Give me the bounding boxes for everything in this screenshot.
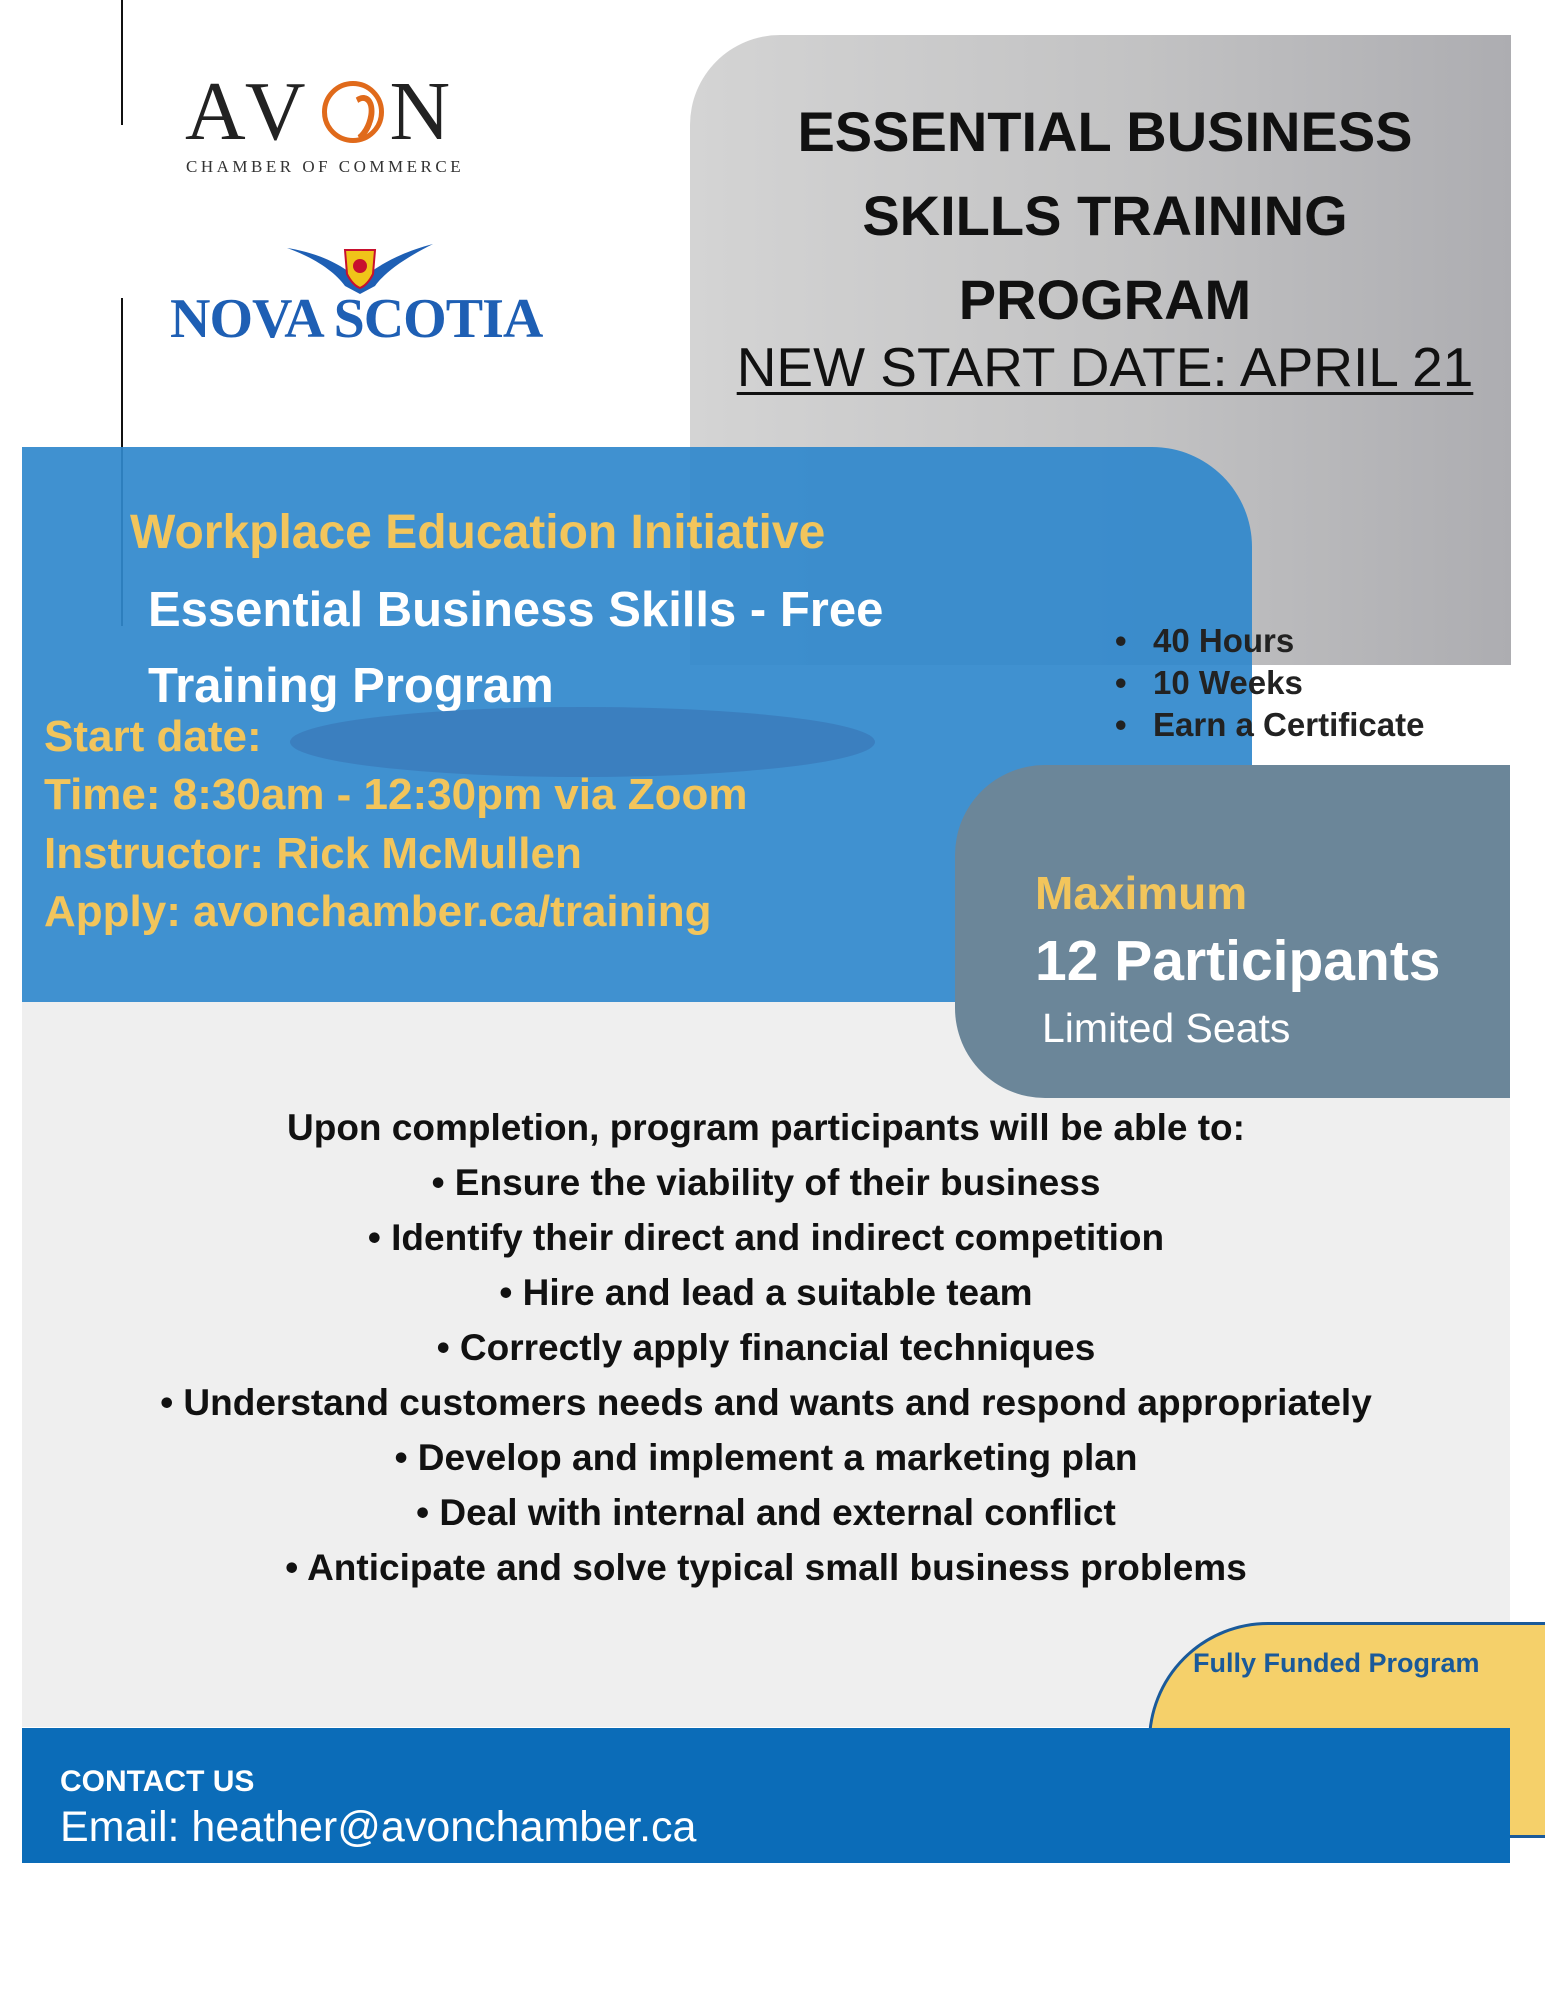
participants-label: Maximum — [1035, 867, 1248, 919]
outcomes-list — [22, 1100, 1510, 1595]
program-name-line: Essential Business Skills - Free — [148, 583, 884, 637]
avon-logo — [185, 65, 461, 158]
nova-scotia-logo-text: NOVA SCOTIA — [170, 288, 543, 350]
stat-item: • 10 Weeks — [1115, 662, 1424, 704]
divider-line-top — [121, 0, 123, 125]
contact-email-link[interactable]: Email: heather@avonchamber.ca — [60, 1803, 697, 1851]
stat-item: • Earn a Certificate — [1115, 704, 1424, 746]
participants-count: 12 Participants — [1035, 929, 1441, 993]
outcome-item: • Identify their direct and indirect competition — [367, 1217, 1165, 1258]
title-line: PROGRAM — [958, 268, 1252, 331]
new-start-date: NEW START DATE: APRIL 21 — [736, 336, 1474, 398]
page-title — [690, 90, 1520, 342]
avon-logo-o-icon — [322, 81, 384, 143]
program-name-line: Training Program — [148, 659, 554, 713]
outcome-item: • Understand customers needs and wants and respond appropriately — [160, 1382, 1372, 1423]
outcome-item: • Correctly apply financial techniques — [436, 1327, 1096, 1368]
outcome-item: • Ensure the viability of their business — [431, 1162, 1101, 1203]
title-line: SKILLS TRAINING — [862, 184, 1348, 247]
program-time: Time: 8:30am - 12:30pm via Zoom — [44, 770, 748, 819]
stat-item: • 40 Hours — [1115, 620, 1424, 662]
program-name — [148, 572, 883, 724]
avon-logo-subtitle: CHAMBER OF COMMERCE — [186, 157, 465, 176]
contact-heading: CONTACT US — [60, 1765, 255, 1798]
outcome-item: • Deal with internal and external conflict — [416, 1492, 1116, 1533]
avon-logo-text: AV N — [185, 65, 461, 158]
initiative-title: Workplace Education Initiative — [130, 506, 826, 559]
title-line: ESSENTIAL BUSINESS — [797, 100, 1413, 163]
start-date-label: Start date: — [44, 712, 262, 761]
start-date-redaction — [290, 707, 875, 777]
program-apply-link[interactable]: Apply: avonchamber.ca/training — [44, 887, 712, 936]
outcome-item: • Hire and lead a suitable team — [499, 1272, 1033, 1313]
outcome-item: • Anticipate and solve typical small business problems — [285, 1547, 1247, 1588]
program-instructor: Instructor: Rick McMullen — [44, 829, 582, 878]
participants-note: Limited Seats — [1042, 1005, 1291, 1051]
program-stats-list — [1115, 620, 1424, 746]
outcomes-heading: Upon completion, program participants will be able to: — [287, 1107, 1245, 1148]
funded-badge-label: Fully Funded Program — [1193, 1648, 1480, 1678]
outcome-item: • Develop and implement a marketing plan — [394, 1437, 1138, 1478]
